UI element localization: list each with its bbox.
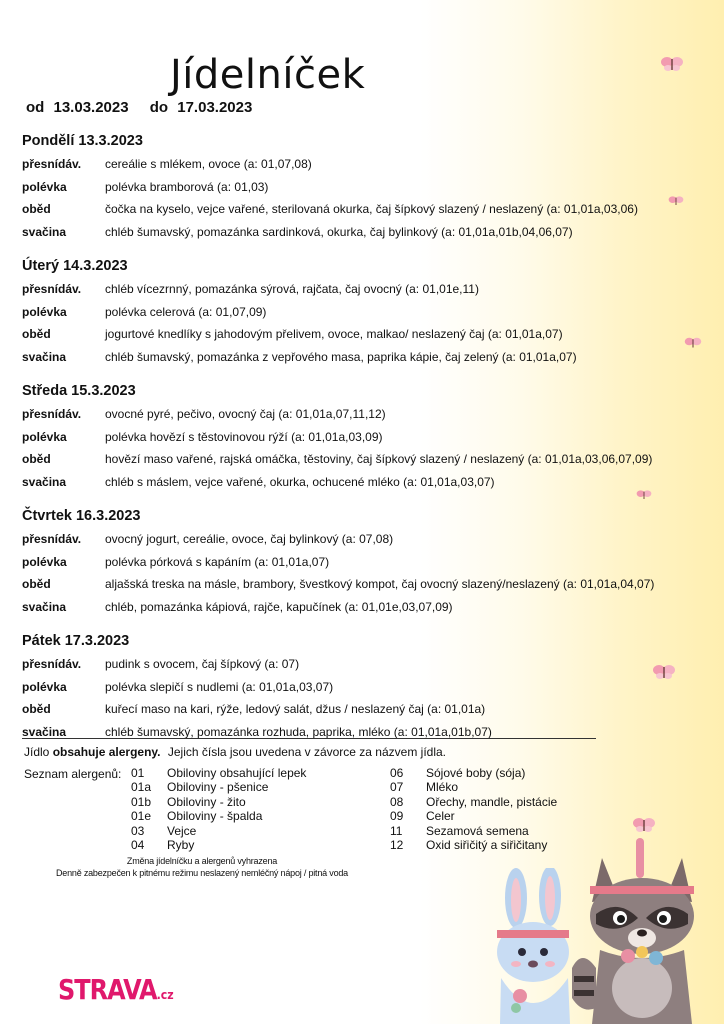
meal-text: čočka na kyselo, vejce vařené, sterilovaná okurka, čaj šípkový slazený / neslazený (a: 01,01a,03,06) xyxy=(105,202,638,216)
day-section xyxy=(22,256,712,372)
meal-row xyxy=(22,680,712,703)
day-title: Pondělí 13.3.2023 xyxy=(22,133,143,149)
allergen-item xyxy=(131,809,306,823)
meal-row xyxy=(22,305,712,328)
menu-change-note: Změna jídelníčku a alergenů vyhrazena xyxy=(126,856,278,866)
meal-text: hovězí maso vařené, rajská omáčka, těstoviny, čaj šípkový slazený / neslazený (a: 01,01a,03,06,07,09) xyxy=(105,452,653,466)
allergen-note xyxy=(24,745,446,759)
allergen-item xyxy=(131,766,306,780)
meal-label: polévka xyxy=(22,679,67,694)
meal-label: přesnídáv. xyxy=(22,407,82,421)
allergen-item xyxy=(131,795,306,809)
day-section xyxy=(22,631,712,747)
meal-row xyxy=(22,600,712,623)
raccoon-illustration xyxy=(572,838,712,1024)
meal-label: svačina xyxy=(22,224,67,239)
allergen-item xyxy=(131,780,306,794)
meal-text: aljašská treska na másle, brambory, švestkový kompot, čaj ovocný slazený/neslazený (a: 01,01a,04,07) xyxy=(105,577,655,591)
meal-text: polévka hovězí s těstovinovou rýží (a: 01,01a,03,09) xyxy=(105,429,383,444)
allergen-name: Ryby xyxy=(167,838,195,853)
allergen-list-left xyxy=(131,766,306,852)
logo-text: STRAVA xyxy=(58,973,157,1007)
meal-row xyxy=(22,452,712,475)
allergen-item xyxy=(390,824,557,838)
allergen-item xyxy=(390,795,557,809)
meal-label: oběd xyxy=(22,327,51,341)
date-from-label: od xyxy=(26,99,45,116)
meal-text: ovocné pyré, pečivo, ovocný čaj (a: 01,01a,07,11,12) xyxy=(105,407,386,421)
butterfly-icon xyxy=(652,662,676,682)
meal-label: polévka xyxy=(22,554,67,569)
meal-row xyxy=(22,157,712,180)
meal-row xyxy=(22,282,712,305)
meal-text: pudink s ovocem, čaj šípkový (a: 07) xyxy=(105,657,300,671)
meal-text: chléb šumavský, pomazánka sardinková, okurka, čaj bylinkový (a: 01,01a,01b,04,06,07) xyxy=(105,224,573,239)
allergen-item xyxy=(390,809,557,823)
meal-label: oběd xyxy=(22,702,51,716)
allergen-name: Celer xyxy=(426,809,455,824)
butterfly-icon xyxy=(668,194,684,208)
allergen-name: Obiloviny - pšenice xyxy=(167,780,269,795)
meal-row xyxy=(22,225,712,248)
butterfly-icon xyxy=(684,334,702,352)
meal-text: kuřecí maso na kari, rýže, ledový salát, džus / neslazený čaj (a: 01,01a) xyxy=(105,702,486,716)
meal-label: polévka xyxy=(22,304,67,319)
meal-text: polévka bramborová (a: 01,03) xyxy=(105,179,269,194)
allergen-code: 07 xyxy=(390,780,404,795)
allergen-note-suffix: Jejich čísla jsou uvedena v závorce za názvem jídla. xyxy=(167,745,446,759)
meal-text: chléb vícezrnný, pomazánka sýrová, rajčata, čaj ovocný (a: 01,01e,11) xyxy=(105,282,479,296)
butterfly-icon xyxy=(660,54,684,74)
allergen-code: 01b xyxy=(131,794,152,809)
allergen-code: 11 xyxy=(390,823,403,838)
meal-label: polévka xyxy=(22,429,67,444)
allergen-code: 12 xyxy=(390,838,404,853)
strava-logo[interactable] xyxy=(58,974,174,1006)
logo-suffix: .cz xyxy=(156,987,174,1003)
drinking-regime-note: Denně zabezpečen k pitnému režimu neslazený nemléčný nápoj / pitná voda xyxy=(56,868,348,878)
meal-label: přesnídáv. xyxy=(22,157,82,171)
day-section xyxy=(22,381,712,497)
meal-row xyxy=(22,555,712,578)
allergen-name: Oxid siřičitý a siřičitany xyxy=(426,838,548,853)
allergen-code: 03 xyxy=(131,823,145,838)
allergen-name: Obiloviny - špalda xyxy=(167,809,263,824)
allergen-name: Vejce xyxy=(167,823,197,838)
meal-label: svačina xyxy=(22,599,67,614)
allergen-code: 08 xyxy=(390,794,404,809)
meal-label: přesnídáv. xyxy=(22,657,82,671)
meal-row xyxy=(22,202,712,225)
butterfly-icon xyxy=(632,814,656,836)
meal-label: oběd xyxy=(22,452,51,466)
meal-row xyxy=(22,327,712,350)
allergen-item xyxy=(390,766,557,780)
day-title: Pátek 17.3.2023 xyxy=(22,633,130,649)
meal-text: chléb, pomazánka kápiová, rajče, kapučínek (a: 01,01e,03,07,09) xyxy=(105,599,453,614)
menu-days xyxy=(22,131,712,756)
meal-row xyxy=(22,577,712,600)
allergen-code: 01a xyxy=(131,780,152,795)
date-from: 13.03.2023 xyxy=(53,99,129,116)
meal-text: polévka pórková s kapáním (a: 01,01a,07) xyxy=(105,554,330,569)
meal-label: přesnídáv. xyxy=(22,282,82,296)
date-range xyxy=(26,99,252,116)
bunny-illustration xyxy=(486,868,586,1024)
meal-text: chléb šumavský, pomazánka rozhuda, paprika, mléko (a: 01,01a,01b,07) xyxy=(105,724,492,739)
allergen-list-label: Seznam alergenů: xyxy=(24,767,122,781)
day-section xyxy=(22,506,712,622)
allergen-item xyxy=(390,780,557,794)
meal-row xyxy=(22,350,712,373)
allergen-note-prefix: Jídlo xyxy=(24,745,50,759)
meal-label: oběd xyxy=(22,202,51,216)
allergen-name: Ořechy, mandle, pistácie xyxy=(426,794,558,809)
allergen-code: 09 xyxy=(390,809,404,824)
meal-label: přesnídáv. xyxy=(22,532,82,546)
allergen-item xyxy=(390,838,557,852)
allergen-code: 01 xyxy=(131,766,145,780)
meal-label: oběd xyxy=(22,577,51,591)
allergen-name: Obiloviny obsahující lepek xyxy=(167,766,307,780)
day-title: Čtvrtek 16.3.2023 xyxy=(22,508,141,524)
allergen-name: Mléko xyxy=(426,780,459,795)
allergen-list-right xyxy=(390,766,557,852)
allergen-name: Obiloviny - žito xyxy=(167,794,246,809)
meal-text: polévka celerová (a: 01,07,09) xyxy=(105,304,267,319)
meal-text: polévka slepičí s nudlemi (a: 01,01a,03,07) xyxy=(105,679,334,694)
section-divider xyxy=(22,738,596,739)
date-to-label: do xyxy=(149,99,169,116)
meal-text: ovocný jogurt, cereálie, ovoce, čaj bylinkový (a: 07,08) xyxy=(105,532,394,546)
meal-row xyxy=(22,532,712,555)
allergen-item xyxy=(131,838,306,852)
meal-text: chléb šumavský, pomazánka z vepřového masa, paprika kápie, čaj zelený (a: 01,01a,07) xyxy=(105,349,577,364)
meal-row xyxy=(22,180,712,203)
date-to: 17.03.2023 xyxy=(177,99,253,116)
meal-row xyxy=(22,475,712,498)
meal-text: cereálie s mlékem, ovoce (a: 01,07,08) xyxy=(105,157,312,171)
meal-row xyxy=(22,430,712,453)
allergen-code: 04 xyxy=(131,838,145,853)
meal-row xyxy=(22,407,712,430)
meal-label: svačina xyxy=(22,474,67,489)
meal-label: polévka xyxy=(22,179,67,194)
allergen-name: Sezamová semena xyxy=(426,823,529,838)
meal-row xyxy=(22,657,712,680)
meal-text: jogurtové knedlíky s jahodovým přelivem, ovoce, malkao/ neslazený čaj (a: 01,01a,07) xyxy=(105,327,563,341)
butterfly-icon xyxy=(636,488,652,502)
meal-label: svačina xyxy=(22,349,67,364)
day-title: Úterý 14.3.2023 xyxy=(22,258,128,274)
allergen-item xyxy=(131,824,306,838)
meal-row xyxy=(22,702,712,725)
allergen-name: Sójové boby (sója) xyxy=(426,766,526,780)
meal-text: chléb s máslem, vejce vařené, okurka, ochucené mléko (a: 01,01a,03,07) xyxy=(105,474,495,489)
allergen-code: 06 xyxy=(390,766,404,780)
day-title: Středa 15.3.2023 xyxy=(22,383,136,399)
page-title: Jídelníček xyxy=(170,52,366,98)
meal-row xyxy=(22,725,712,748)
day-section xyxy=(22,131,712,247)
meal-label: svačina xyxy=(22,724,67,739)
allergen-code: 01e xyxy=(131,809,152,824)
allergen-note-bold: obsahuje alergeny. xyxy=(52,745,161,759)
